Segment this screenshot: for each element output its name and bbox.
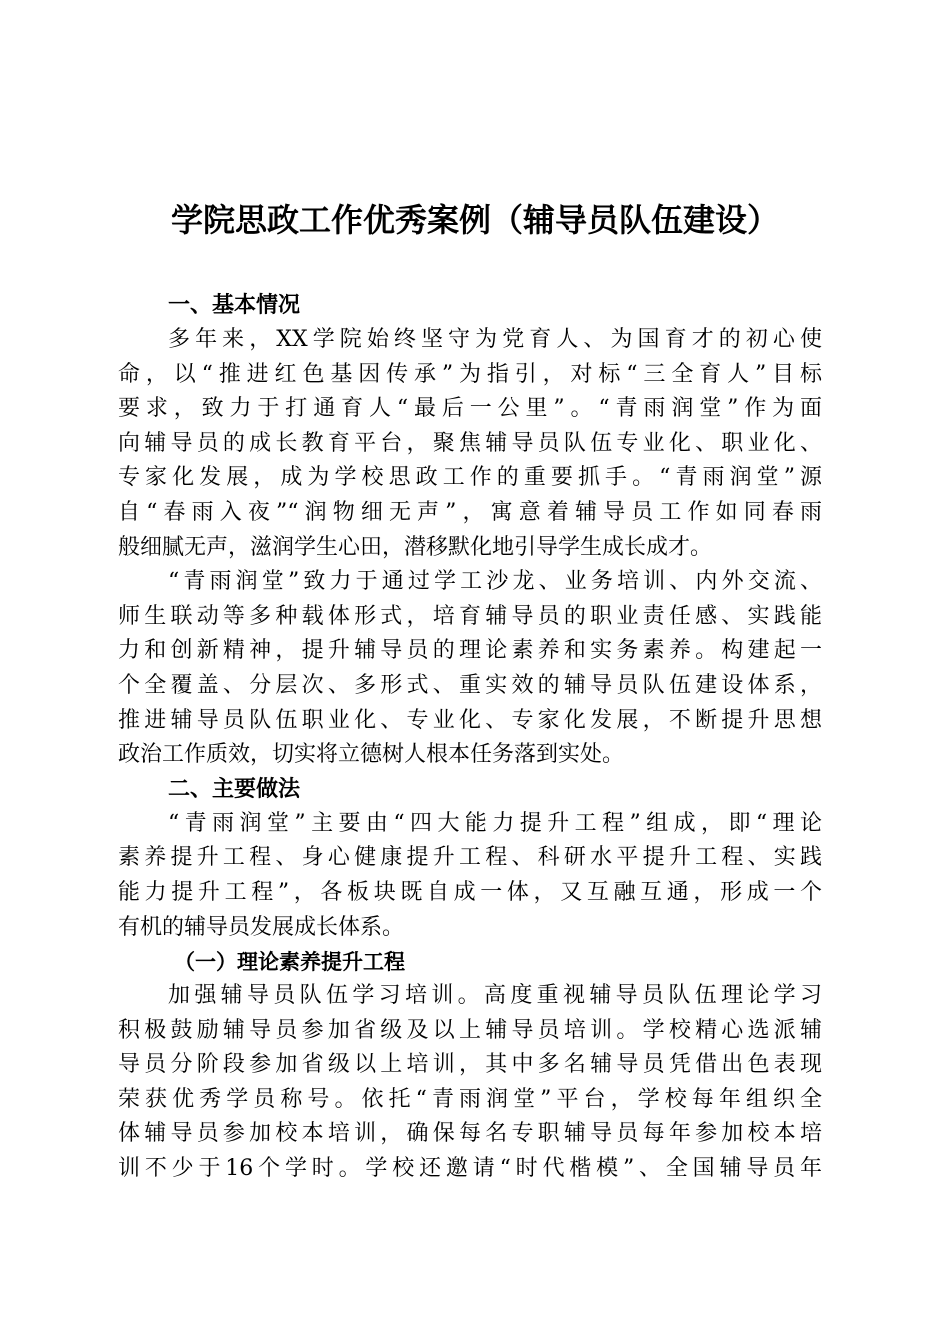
paragraph-line: 要求，致力于打通育人“最后一公里”。“青雨润堂”作为面	[118, 396, 822, 422]
subsection-heading-theory: （一）理论素养提升工程	[174, 949, 405, 975]
paragraph-line: 训不少于16个学时。学校还邀请“时代楷模”、全国辅导员年	[118, 1156, 822, 1182]
paragraph-line: 向辅导员的成长教育平台，聚焦辅导员队伍专业化、职业化、	[118, 430, 822, 456]
document-body	[118, 289, 822, 1187]
paragraph-line: 荣获优秀学员称号。依托“青雨润堂”平台，学校每年组织全	[118, 1086, 822, 1112]
paragraph-line: 自“春雨入夜”“润物细无声”，寓意着辅导员工作如同春雨	[118, 499, 822, 525]
paragraph-line: 体辅导员参加校本培训，确保每名专职辅导员每年参加校本培	[118, 1121, 822, 1147]
paragraph-line: 政治工作质效，切实将立德树人根本任务落到实处。	[118, 742, 625, 768]
paragraph-1	[118, 323, 822, 565]
section-heading-basic-situation: 一、基本情况	[168, 293, 301, 318]
paragraph-line: 加强辅导员队伍学习培训。高度重视辅导员队伍理论学习	[168, 983, 822, 1009]
paragraph-line: 有机的辅导员发展成长体系。	[118, 914, 405, 940]
paragraph-line: 师生联动等多种载体形式，培育辅导员的职业责任感、实践能	[118, 603, 822, 629]
paragraph-line: 般细腻无声，滋润学生心田，潜移默化地引导学生成长成才。	[118, 534, 713, 560]
document-title: 学院思政工作优秀案例（辅导员队伍建设）	[170, 201, 779, 239]
paragraph-3	[118, 807, 822, 945]
paragraph-line: 素养提升工程、身心健康提升工程、科研水平提升工程、实践	[118, 845, 822, 871]
paragraph-line: 推进辅导员队伍职业化、专业化、专家化发展，不断提升思想	[118, 707, 822, 733]
paragraph-line: 力和创新精神，提升辅导员的理论素养和实务素养。构建起一	[118, 638, 822, 664]
paragraph-line: 多年来，XX学院始终坚守为党育人、为国育才的初心使	[168, 327, 822, 352]
paragraph-4	[118, 979, 822, 1187]
paragraph-line: “青雨润堂”致力于通过学工沙龙、业务培训、内外交流、	[168, 569, 822, 595]
paragraph-line: 积极鼓励辅导员参加省级及以上辅导员培训。学校精心选派辅	[118, 1017, 822, 1043]
paragraph-2	[118, 565, 822, 773]
paragraph-line: 能力提升工程”，各板块既自成一体，又互融互通，形成一个	[118, 879, 822, 905]
section-heading-main-practices: 二、主要做法	[168, 776, 301, 802]
paragraph-line: 命，以“推进红色基因传承”为指引，对标“三全育人”目标	[118, 361, 822, 387]
paragraph-line: “青雨润堂”主要由“四大能力提升工程”组成，即“理论	[168, 810, 822, 836]
paragraph-line: 导员分阶段参加省级以上培训，其中多名辅导员凭借出色表现	[118, 1052, 822, 1078]
paragraph-line: 专家化发展，成为学校思政工作的重要抓手。“青雨润堂”源	[118, 465, 822, 491]
paragraph-line: 个全覆盖、分层次、多形式、重实效的辅导员队伍建设体系，	[118, 672, 822, 698]
